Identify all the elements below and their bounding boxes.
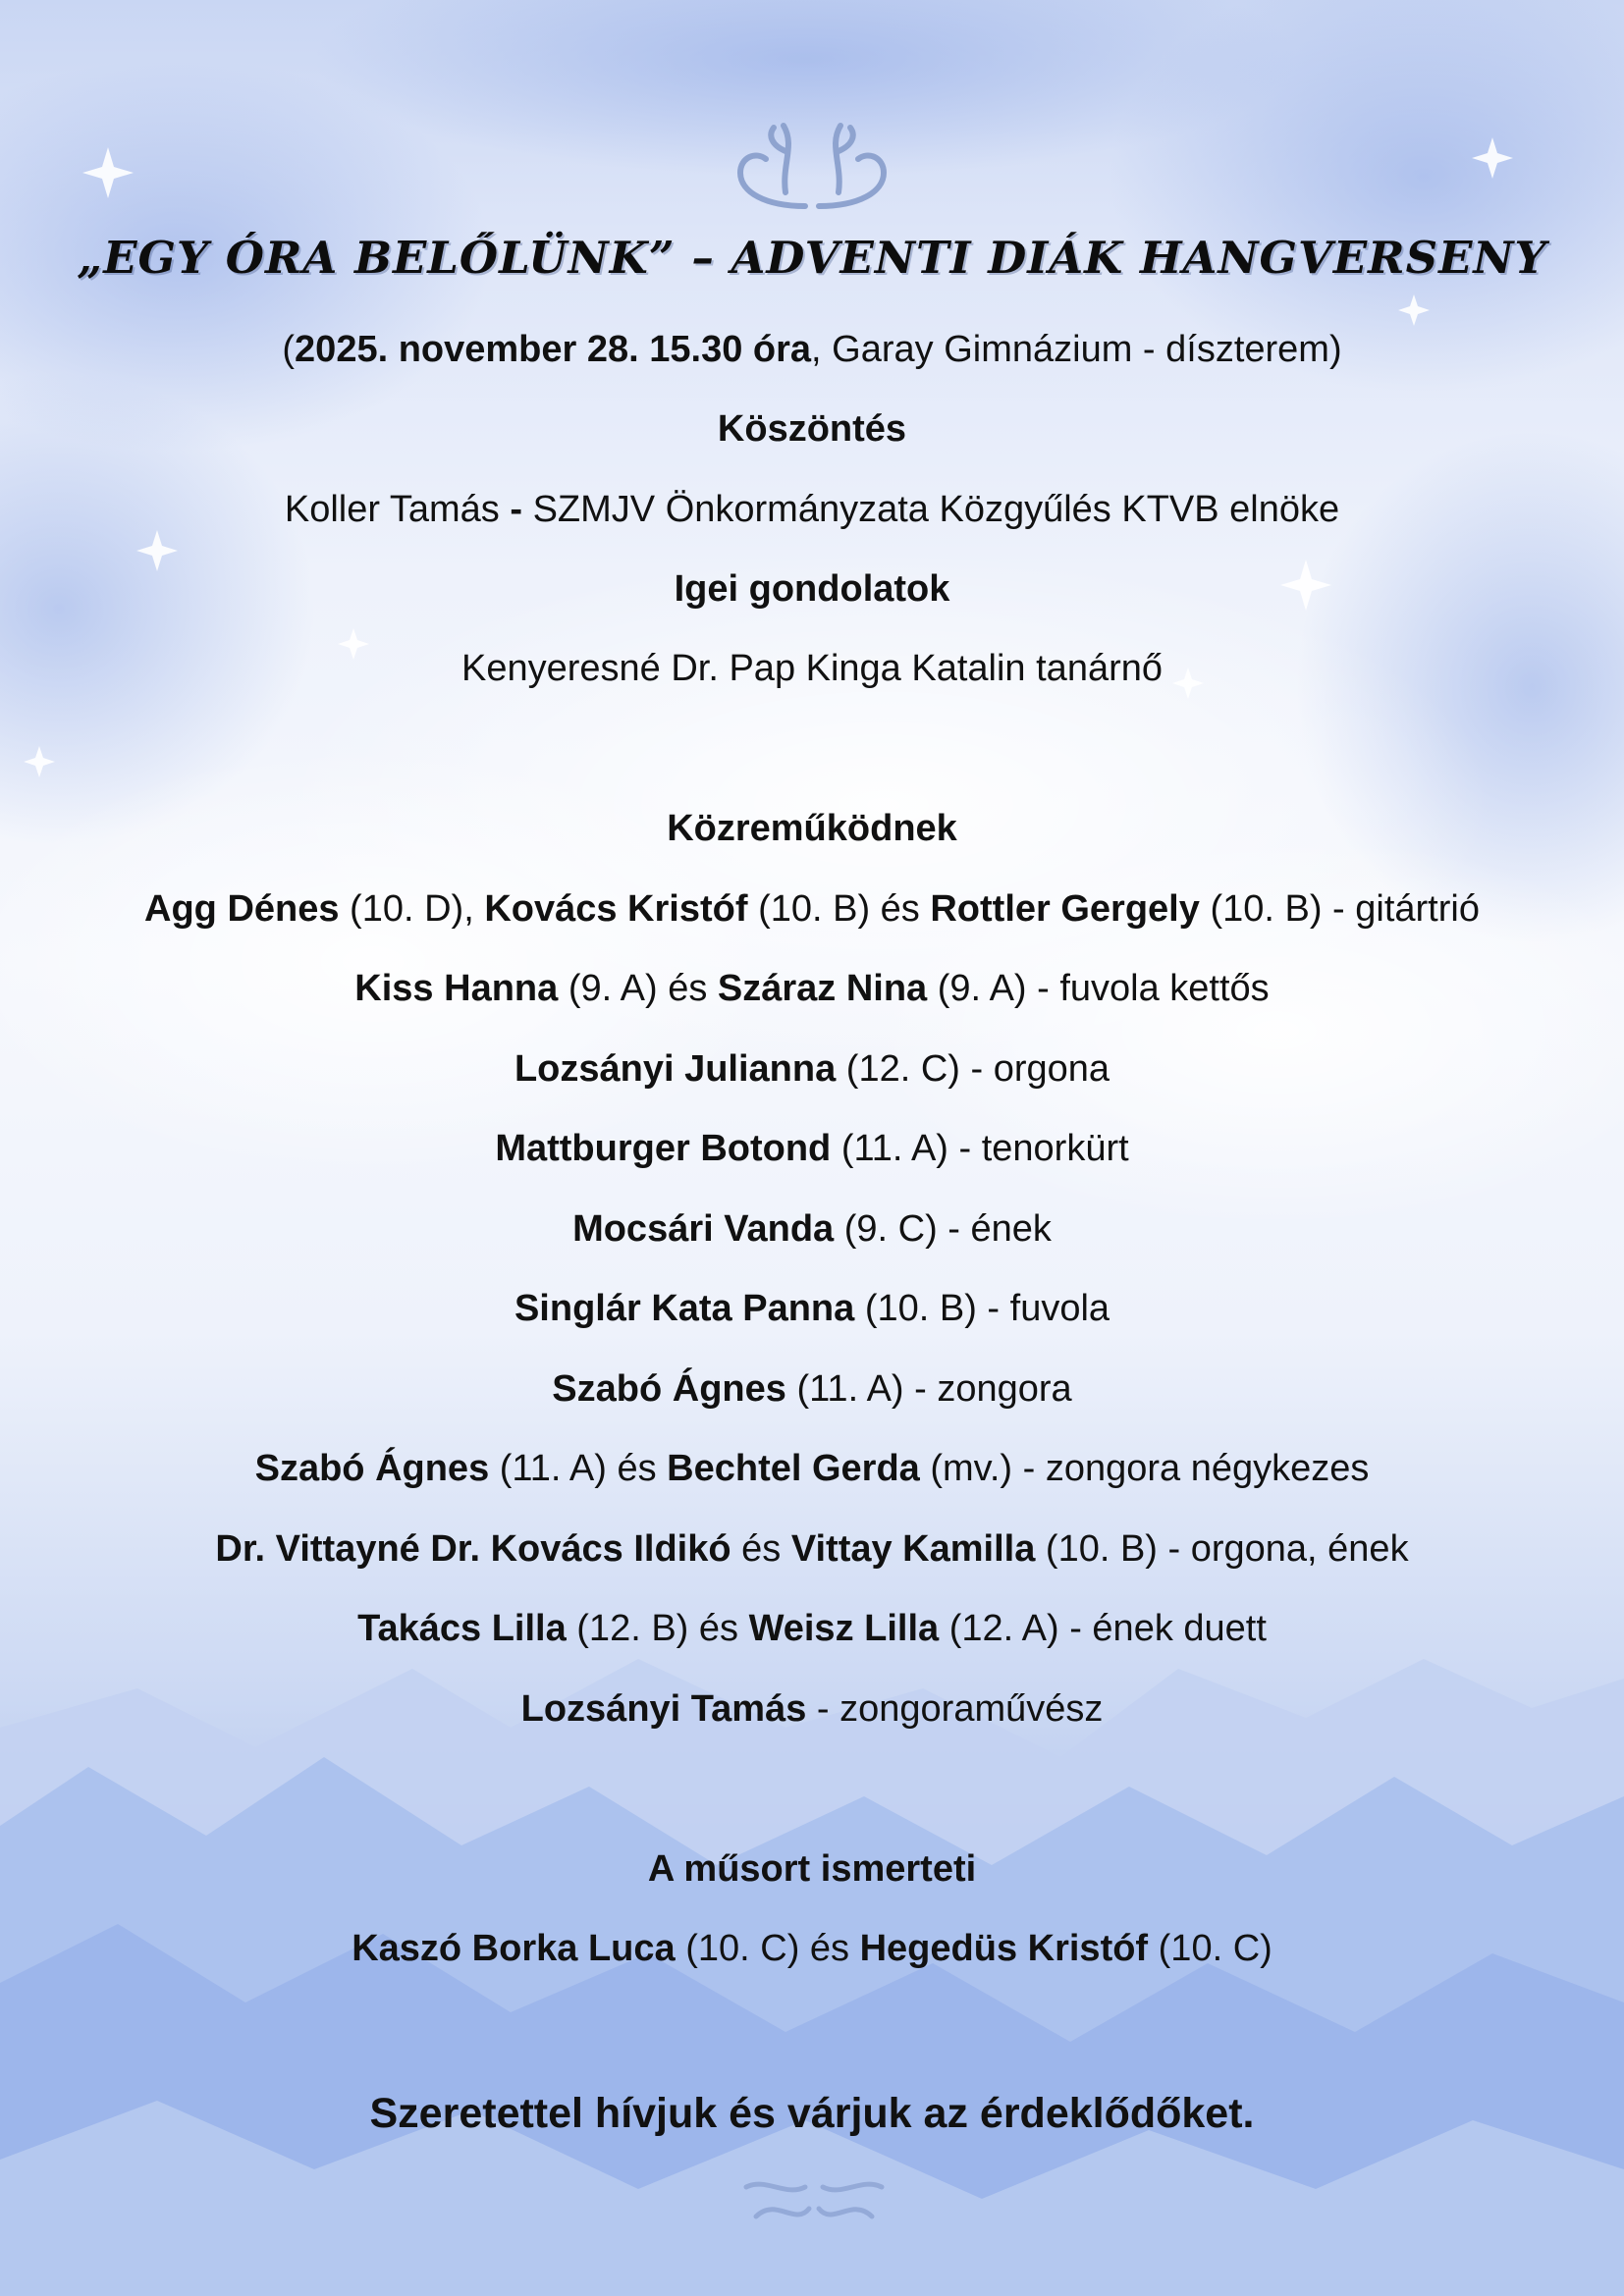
event-date-time: 2025. november 28. 15.30 óra	[295, 329, 812, 370]
event-venue: , Garay Gimnázium - díszterem)	[811, 329, 1342, 370]
greeting-role: SZMJV Önkormányzata Közgyűlés KTVB elnöke	[532, 489, 1340, 530]
devotion-speaker: Kenyeresné Dr. Pap Kinga Katalin tanárnő	[460, 648, 1164, 689]
greeting-heading: Köszöntés	[717, 408, 907, 450]
devotion-heading: Igei gondolatok	[674, 568, 950, 610]
greeting-speaker: Koller Tamás	[284, 489, 500, 530]
performer-row: Szabó Ágnes (11. A) - zongora	[552, 1368, 1072, 1410]
performer-row: Mocsári Vanda (9. C) - ének	[572, 1208, 1052, 1250]
performer-row: Lozsányi Tamás - zongoraművész	[520, 1688, 1104, 1730]
performer-row: Agg Dénes (10. D), Kovács Kristóf (10. B) és Rottler Gergely (10. B) - gitártrió	[144, 888, 1480, 930]
filigree-ornament-top	[727, 116, 897, 214]
event-details: (2025. november 28. 15.30 óra, Garay Gimnázium - díszterem)	[282, 329, 1342, 370]
performer-row: Singlár Kata Panna (10. B) - fuvola	[514, 1288, 1110, 1329]
performer-row: Kiss Hanna (9. A) és Száraz Nina (9. A) - fuvola kettős	[354, 968, 1270, 1009]
greeting-line: Koller Tamás - SZMJV Önkormányzata Közgyűlés KTVB elnöke	[284, 489, 1340, 530]
performer-row: Mattburger Botond (11. A) - tenorkürt	[495, 1128, 1129, 1169]
performer-row: Dr. Vittayné Dr. Kovács Ildikó és Vittay Kamilla (10. B) - orgona, ének	[215, 1528, 1409, 1570]
closing-invitation: Szeretettel hívjuk és várjuk az érdeklődőket.	[369, 2090, 1255, 2137]
performer-row: Lozsányi Julianna (12. C) - orgona	[514, 1048, 1110, 1090]
presenters-heading: A műsort ismerteti	[647, 1848, 977, 1890]
performer-row: Takács Lilla (12. B) és Weisz Lilla (12. A) - ének duett	[357, 1608, 1267, 1649]
performers-heading: Közreműködnek	[667, 808, 957, 849]
filigree-ornament-bottom	[727, 2158, 897, 2256]
performer-row: Szabó Ágnes (11. A) és Bechtel Gerda (mv.) - zongora négykezes	[254, 1448, 1370, 1489]
presenters-line: Kaszó Borka Luca (10. C) és Hegedüs Kristóf (10. C)	[352, 1928, 1272, 1969]
page-title: „EGY ÓRA BELŐLÜNK” – ADVENTI DIÁK HANGVERSENY	[77, 232, 1547, 284]
